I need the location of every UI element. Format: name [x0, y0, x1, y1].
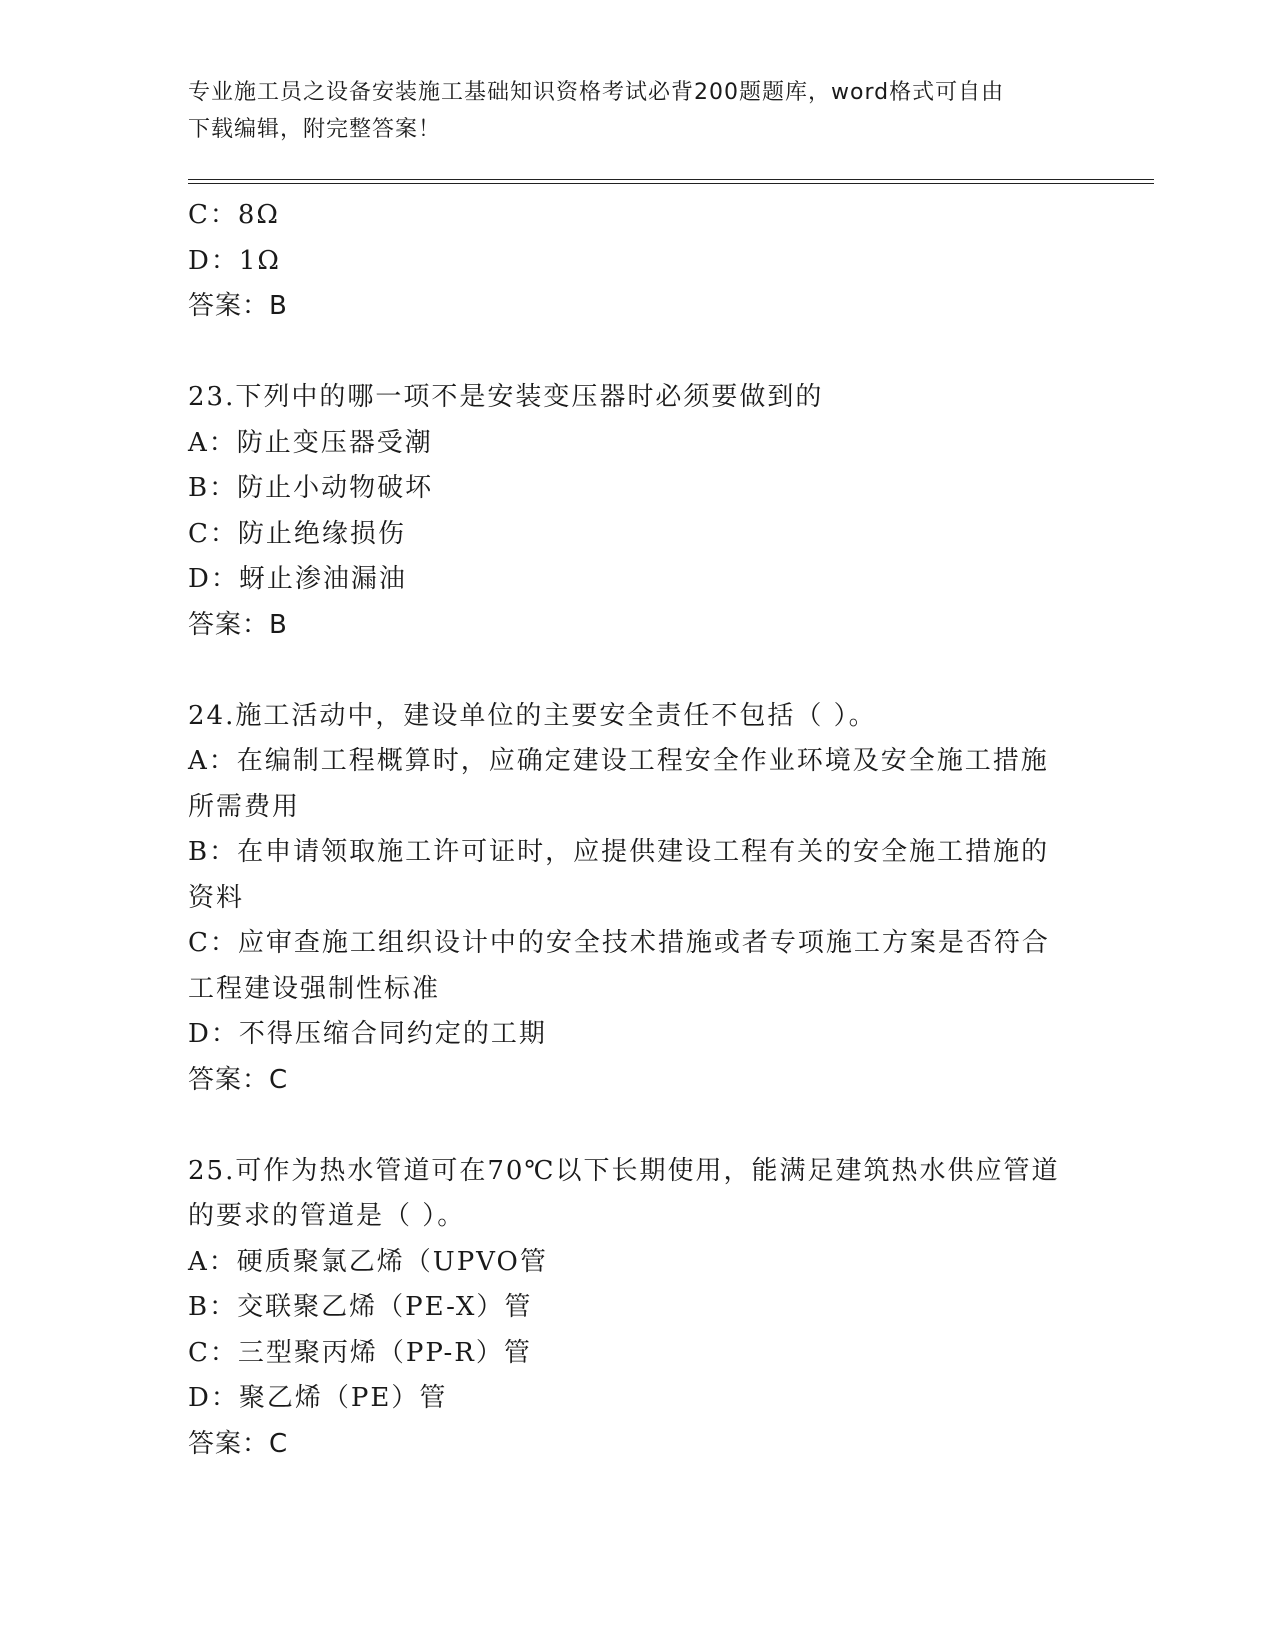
- option-d: D：不得压缩合同约定的工期: [188, 1019, 547, 1049]
- spacer: [188, 648, 1088, 694]
- answer: 答案：C: [188, 1064, 289, 1095]
- option-d: D：蚜止渗油漏油: [188, 564, 407, 594]
- option-a: A：在编制工程概算时，应确定建设工程安全作业环境及安全施工措施: [188, 746, 1049, 776]
- answer: 答案：C: [188, 1428, 289, 1459]
- header-rule-bottom: [188, 183, 1154, 184]
- option-a: A：硬质聚氯乙烯（UPVO管: [188, 1246, 548, 1277]
- option-b: B：防止小动物破坏: [188, 473, 434, 503]
- option-d: D：1Ω: [188, 245, 281, 276]
- option-b-continued: 资料: [188, 882, 245, 913]
- answer: 答案：B: [188, 291, 288, 321]
- option-c-continued: 工程建设强制性标准: [188, 973, 441, 1004]
- option-a-continued: 所需费用: [188, 791, 301, 822]
- header-line-1: 专业施工员之设备安装施工基础知识资格考试必背200题题库，word格式可自由: [188, 80, 1005, 105]
- option-c: C：三型聚丙烯（PP-R）管: [188, 1337, 532, 1368]
- option-c: C：应审查施工组织设计中的安全技术措施或者专项施工方案是否符合: [188, 928, 1050, 958]
- question-25-text: 25.可作为热水管道可在70℃以下长期使用，能满足建筑热水供应管道: [188, 1155, 1060, 1186]
- question-24-text: 24.施工活动中，建设单位的主要安全责任不包括（ ）。: [188, 700, 877, 731]
- question-25-text-continued: 的要求的管道是（ ）。: [188, 1201, 466, 1231]
- option-b: B：交联聚乙烯（PE-X）管: [188, 1292, 533, 1322]
- header-line-2: 下载编辑，附完整答案！: [188, 117, 442, 142]
- question-23-text: 23.下列中的哪一项不是安装变压器时必须要做到的: [188, 382, 824, 412]
- option-c: C：防止绝缘损伤: [188, 518, 406, 549]
- document-header: [188, 74, 1088, 148]
- question-list: [188, 193, 1088, 1467]
- spacer: [188, 330, 1088, 376]
- option-b: B：在申请领取施工许可证时，应提供建设工程有关的安全施工措施的: [188, 837, 1050, 867]
- option-a: A：防止变压器受潮: [188, 427, 433, 458]
- spacer: [188, 1103, 1088, 1149]
- header-rule-top: [188, 179, 1154, 180]
- answer: 答案：B: [188, 609, 288, 640]
- option-c: C：8Ω: [188, 200, 280, 230]
- option-d: D：聚乙烯（PE）管: [188, 1383, 448, 1413]
